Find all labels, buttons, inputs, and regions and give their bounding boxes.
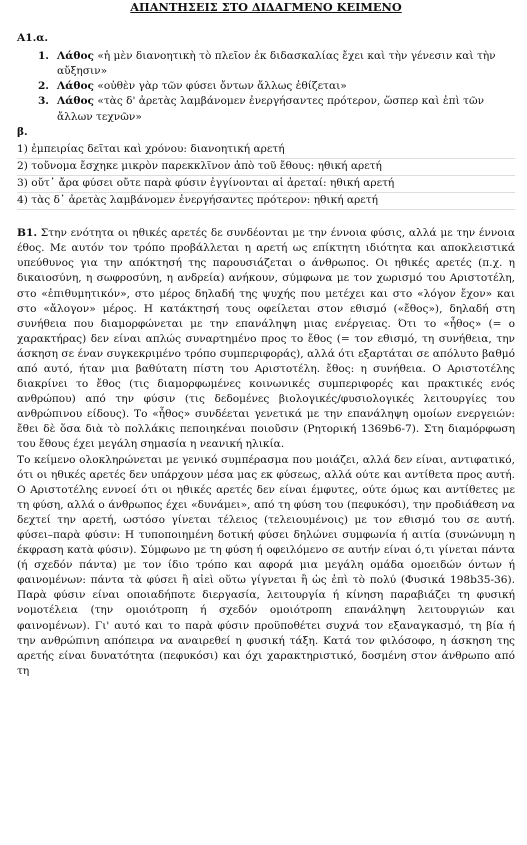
item-number: 2. [37,80,49,93]
item-number: 3. [37,95,49,108]
answer-label: Λάθος [57,95,94,108]
answer-quote: «τὰς δ' ἀρετὰς λαμβάνομεν ἐνεργήσαντες πρότερον, ὥσπερ καὶ ἐπὶ τῶν ἄλλων τεχνῶν» [57,95,485,123]
answer-label: Λάθος [57,50,94,63]
b-item: 1) ἐμπειρίας δεῖται καὶ χρόνου: διανοητική αρετή [17,142,515,159]
section-b-heading: β. [17,125,28,138]
answer-quote: «ἡ μὲν διανοητικὴ τὸ πλεῖον ἐκ διδασκαλίας ἔχει καὶ τὴν γένεσιν καὶ τὴν αὔξησιν» [57,50,496,78]
a1-answer-list [17,49,515,124]
a1-item [17,94,515,124]
b-item: 3) οὔτ᾽ ἄρα φύσει οὔτε παρὰ φύσιν ἐγγίνονται αἱ ἀρεταί: ηθική αρετή [17,176,515,193]
b1-label: Β1. [17,227,38,240]
a1-item [17,79,515,94]
b1-paragraph-2: Το κείμενο ολοκληρώνεται με γενικό συμπέρασμα που μοιάζει, αλλά δεν είναι, αντιφατικό, ότι οι ηθικές αρετές δεν υπάρχουν μέσα μας εκ φύσεως, αλλά ούτε και αντίθετα προς αυτή. Ο Αριστοτέλης εννοεί ότι οι ηθικές αρετές δεν είναι έμφυτες, ούτε όμως και αντίθετες με τη φύση, αλλά ο άνθρωπος έχει «δυνάμει», από τη φύση του (πεφυκόσι), την προδιάθεση να δεχτεί την αρετή, ωστόσο γίνεται τέλειος (τελειουμένοις) με τον εθισμό του σε αυτή. φύσει–παρὰ φύσιν: Η τυποποιημένη δοτική φύσει δηλώνει συμφωνία ή αιτία (συνώνυμη η έκφραση κατὰ φύσιν). Σύμφωνο με τη φύση ή οφειλόμενο σε αυτήν είναι ό,τι γίνεται πάντα (ή σχεδόν πάντα) με τον ίδιο τρόπο και αφορά μια μεγάλη ομάδα ομοειδών όντων ή φαινομένων: πάντα τὰ φύσει ἢ αἰεὶ οὕτω γίγνεται ἢ ὡς ἐπὶ τὸ πολύ (Φυσικά 198b35-36). Παρὰ φύσιν είναι οποιαδήποτε διεργασία, λειτουργία ή κίνηση παραβιάζει τη φυσική νομοτέλεια (την ομοιότροπη ή σχεδόν ομοιότροπη επανάληψη λειτουργιών και φαινομένων). Γι' αυτό και το παρὰ φύσιν προϋποθέτει συχνά τον εξαναγκασμό, τη βία ή την ανθρώπινη απόπειρα να αναιρεθεί η φυσική τάξη. Κατά τον φιλόσοφο, η άσκηση της αρετής είναι δυνατότητα (πεφυκόσι) και όχι χαρακτηριστικό, δοσμένη στον άνθρωπο από τη [17,453,515,677]
section-a1-heading: Α1.α. [17,32,49,45]
b-item: 4) τὰς δ᾽ ἀρετὰς λαμβάνομεν ἐνεργήσαντες πρότερον: ηθική αρετή [17,193,515,210]
b1-paragraph-1 [17,226,515,452]
item-number: 1. [37,50,49,63]
b-item: 2) τοὔνομα ἔσχηκε μικρὸν παρεκκλῖνον ἀπὸ τοῦ ἔθους: ηθική αρετή [17,159,515,176]
b1-text-1: Στην ενότητα οι ηθικές αρετές δε συνδέονται με την έννοια φύσις, αλλά με την έννοια έθος. Με αυτόν τον τρόπο προβάλλεται η αρετή ως επίκτητη ιδιότητα και αποκλειστικά υπεύθυνος για την απόκτησή της παρουσιάζεται ο άνθρωπος. Οι ηθικές αρετές (π.χ. η δικαιοσύνη, η σωφροσύνη, η ανδρεία) ανήκουν, σύμφωνα με τον χωρισμό του Αριστοτέλη, στο «ἐπιθυμητικόν», στο μέρος δηλαδή της ψυχής που μετέχει και στο «λόγον ἔχον» και στο «ἄλογον» μέρος. Η κατάκτησή τους οφείλεται στον εθισμό («ἔθος»), δηλαδή στη συνήθεια που διαμορφώνεται με την επανάληψη μιας ενέργειας. Ότι το «ἦθος» (= ο χαρακτήρας) δεν είναι απλώς συναρτημένο προς το ἔθος (= τον εθισμό, τη συνήθεια, την άσκηση σε έναν συγκεκριμένο τρόπο συμπεριφοράς), αλλά ότι εξαρτάται σε απόλυτο βαθμό από αυτό, ήταν μια βαθύτατη πίστη του Αριστοτέλη. ἔθος: η συνήθεια. Ο Αριστοτέλης διακρίνει το ἔθος (τις διαμορφωμένες κοινωνικές συμπεριφορές και πρακτικές ενός ανθρώπου) από την φύσιν (τις δεδομένες βιολογικές/φυσιολογικές λειτουργίες του ανθρώπινου είδους). Το «ἦθος» συνδέεται γενετικά με την επανάληψη ομοίων ενεργειών: ἔθει δὲ ὅσα διὰ τὸ πολλάκις πεποιηκέναι ποιοῦσιν (Ρητορική 1369b6-7). Στη διαμόρφωση του ἔθους έχει μεγάλη σημασία η νεανική ηλικία. [17,227,515,451]
page-title: ΑΠΑΝΤΗΣΕΙΣ ΣΤΟ ΔΙΔΑΓΜΕΝΟ ΚΕΙΜΕΝΟ [130,0,402,14]
a1-item [17,49,515,79]
answer-label: Λάθος [57,80,94,93]
b-answer-list [17,142,515,210]
answer-quote: «οὐθὲν γὰρ τῶν φύσει ὄντων ἄλλως ἐθίζεται» [97,80,347,93]
